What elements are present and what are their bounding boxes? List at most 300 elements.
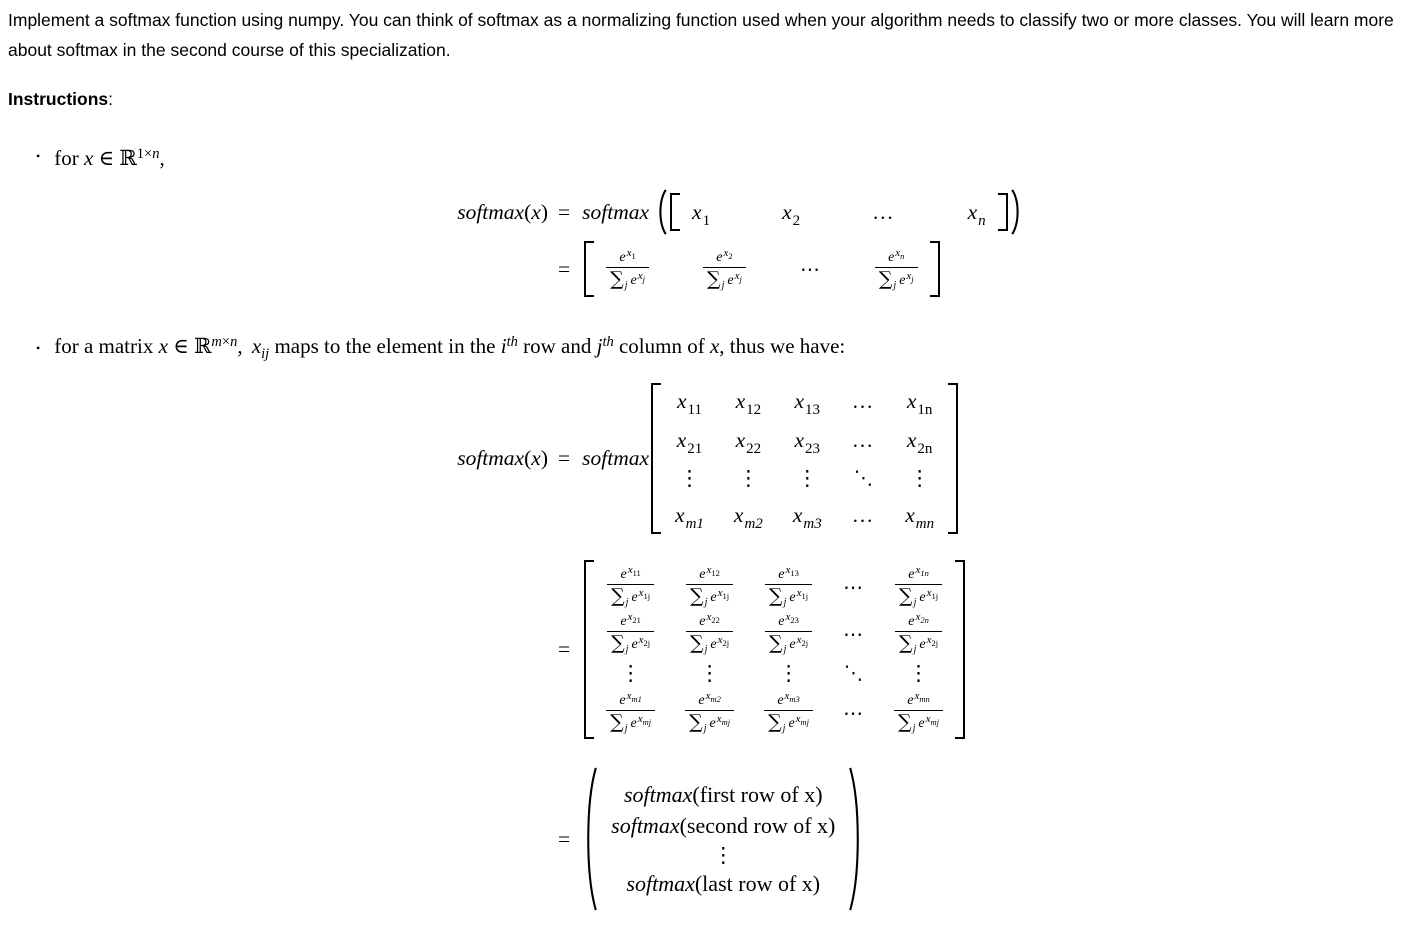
exponent — [926, 714, 939, 725]
sum-symbol: ∑ — [689, 711, 703, 733]
var-x: x — [626, 246, 632, 259]
var-x: x — [717, 587, 723, 599]
close-paren — [847, 765, 864, 913]
var-x: x — [795, 713, 801, 725]
sub-index: 1n — [917, 402, 933, 418]
exponent — [628, 565, 641, 576]
frac-denominator — [607, 631, 654, 655]
open-paren — [656, 189, 668, 235]
vector-cell — [692, 199, 711, 229]
ldots: … — [851, 503, 876, 527]
frac-denominator — [606, 710, 655, 734]
var-x: x — [915, 564, 921, 576]
frac-denominator — [894, 710, 943, 734]
equation-vector-softmax-line1 — [0, 189, 1419, 235]
rowwise-softmax-column — [599, 774, 847, 905]
sub-index: 1j — [931, 591, 939, 601]
euler-e: e — [631, 590, 638, 605]
matrix-cell — [794, 428, 821, 457]
sum-symbol: ∑ — [611, 585, 625, 607]
equals-sign: = — [558, 446, 571, 470]
var-x: x — [638, 634, 644, 646]
exponent — [707, 565, 720, 576]
matrix-cell — [676, 428, 703, 457]
var-x: x — [782, 199, 792, 224]
frac-denominator — [606, 267, 649, 291]
frac-numerator — [617, 564, 643, 582]
cdots: ⋯ — [799, 257, 821, 281]
equation-rhs — [582, 765, 864, 913]
var-x: x — [676, 389, 687, 413]
var-x: x — [692, 199, 702, 224]
exponent — [906, 271, 913, 282]
exponent — [735, 271, 742, 282]
sub-index: m3 — [803, 516, 822, 532]
sub-index: 1 — [631, 250, 636, 261]
softmax-fraction — [765, 564, 812, 608]
text-for-a-matrix: for a matrix — [54, 334, 154, 358]
var-n: n — [230, 334, 238, 350]
exponent — [707, 612, 720, 623]
sub-index: mj — [930, 717, 940, 727]
sum-symbol: ∑ — [690, 632, 704, 654]
var-x: x — [915, 611, 921, 623]
var-m: m — [211, 334, 222, 350]
frac-denominator — [686, 584, 733, 608]
matrix-cell — [735, 428, 762, 457]
sum-symbol: ∑ — [898, 711, 912, 733]
frac-denominator — [895, 584, 942, 608]
exponent — [638, 271, 645, 282]
vector-cell — [967, 199, 986, 229]
sub-index: n — [900, 250, 905, 261]
softmax-fraction — [686, 564, 733, 608]
text-maps: maps to the element in the — [274, 334, 496, 358]
sub-index: 2 — [792, 212, 801, 229]
ldots: … — [872, 199, 896, 224]
frac-numerator — [904, 690, 933, 708]
softmax-fraction — [895, 611, 942, 655]
sum-symbol: ∑ — [878, 267, 893, 290]
sub-index: 1j — [801, 591, 809, 601]
sum-index-j: j — [625, 644, 629, 655]
softmax-fraction — [685, 690, 734, 734]
frac-denominator — [703, 267, 746, 291]
sub-index: 12 — [711, 568, 720, 578]
var-x: x — [709, 334, 720, 358]
close-bracket — [930, 241, 940, 297]
bullet-vector-case — [36, 141, 1419, 171]
text-thus: , thus we have: — [719, 334, 846, 358]
equation-rhs — [582, 189, 1022, 235]
var-x: x — [733, 503, 744, 527]
sub-ij: ij — [261, 346, 270, 362]
sup-th: th — [602, 334, 614, 350]
matrix-cell — [676, 389, 702, 418]
instructions-colon: : — [108, 89, 114, 109]
var-x: x — [675, 503, 685, 527]
var-x: x — [784, 690, 790, 702]
sub-index: 23 — [805, 441, 821, 457]
euler-e: e — [907, 693, 914, 708]
vdots: ⋮ — [909, 466, 931, 490]
softmax-fn: softmax — [457, 199, 525, 224]
frac-denominator — [765, 631, 812, 655]
vdots: ⋮ — [620, 661, 642, 685]
softmax-fn: softmax — [582, 199, 650, 224]
instructions-label: Instructions — [8, 89, 109, 109]
sum-index-j: j — [782, 723, 786, 734]
sub-index: 13 — [790, 568, 799, 578]
sub-index: m1 — [685, 516, 704, 532]
frac-denominator — [875, 267, 918, 291]
sub-index: 11 — [632, 568, 641, 578]
var-x: x — [716, 713, 722, 725]
euler-e: e — [888, 249, 895, 265]
open-paren-char: ( — [524, 199, 532, 224]
cdots: ⋯ — [843, 621, 865, 646]
var-x: x — [251, 334, 262, 358]
var-x: x — [676, 428, 687, 452]
equation-matrix-softmax — [0, 383, 1419, 534]
sum-symbol: ∑ — [898, 632, 913, 654]
sub-index: m2 — [710, 694, 721, 704]
var-x: x — [627, 564, 633, 576]
vdots: ⋮ — [778, 661, 800, 685]
var-x: x — [792, 503, 803, 527]
frac-numerator — [616, 246, 638, 265]
sub-index: 1j — [643, 591, 651, 601]
vector-cell — [782, 199, 801, 229]
sum-index-j: j — [704, 644, 708, 655]
sub-index: 1n — [920, 568, 929, 578]
sum-symbol: ∑ — [611, 632, 625, 654]
var-x: x — [705, 690, 711, 702]
var-x: x — [785, 611, 791, 623]
equals-sign: = — [558, 826, 571, 851]
sub-index: j — [739, 273, 742, 284]
equals-sign: = — [558, 637, 571, 661]
var-x: x — [967, 199, 978, 224]
frac-numerator — [774, 690, 803, 708]
var-x: x — [735, 389, 746, 413]
exponent — [915, 691, 930, 702]
rowwise-softmax-row — [611, 813, 835, 839]
softmax-fraction — [686, 611, 733, 655]
var-x: x — [906, 428, 917, 452]
matrix-cell — [735, 389, 762, 418]
matrix-cell — [792, 503, 822, 532]
ldots: … — [851, 428, 876, 452]
exponent — [785, 691, 800, 702]
sum-index-j: j — [783, 644, 787, 655]
frac-numerator — [905, 564, 932, 582]
equation-vector-softmax-line2 — [0, 241, 1419, 297]
comma: , — [159, 146, 165, 170]
rowwise-softmax-row — [626, 871, 820, 897]
vdots: ⋮ — [737, 466, 759, 490]
sum-index-j: j — [893, 279, 897, 291]
var-x: x — [796, 587, 802, 599]
vdots: ⋮ — [796, 466, 818, 490]
var-x: x — [926, 634, 932, 646]
frac-denominator — [686, 631, 733, 655]
frac-numerator — [616, 690, 645, 708]
euler-e: e — [918, 716, 925, 731]
sub-index: 2j — [801, 638, 809, 648]
var-x: x — [706, 564, 712, 576]
reals-symbol: ℝ — [119, 146, 137, 170]
sub-index: mj — [642, 717, 652, 727]
sub-index: 21 — [632, 615, 641, 625]
softmax-fraction — [765, 611, 812, 655]
softmax-instructions-document — [0, 6, 1419, 925]
cdots: ⋯ — [843, 700, 865, 725]
equation-lhs — [0, 446, 548, 471]
softmax-fn: softmax — [582, 446, 650, 470]
var-x: x — [796, 634, 802, 646]
exponent — [627, 248, 636, 259]
sub-index: mn — [915, 516, 935, 532]
sub-index: mj — [800, 717, 810, 727]
var-x: x — [926, 587, 932, 599]
sup-prefix: 1× — [136, 146, 153, 162]
euler-e: e — [709, 716, 716, 731]
text-for: for — [54, 146, 79, 170]
exponent — [718, 635, 730, 646]
sum-symbol: ∑ — [898, 585, 913, 607]
var-x: x — [158, 334, 168, 358]
sum-index-j: j — [913, 597, 917, 608]
euler-e: e — [620, 614, 627, 629]
euler-e: e — [630, 716, 637, 731]
sum-symbol: ∑ — [769, 585, 783, 607]
sub-index: 12 — [746, 402, 762, 418]
open-bracket — [584, 560, 594, 739]
var-x: x — [717, 634, 723, 646]
row-label: (first row of x) — [692, 781, 823, 807]
open-paren — [582, 765, 599, 913]
comma: , — [237, 334, 243, 358]
var-x: x — [723, 246, 729, 259]
exponent — [785, 612, 798, 623]
sub-index: 22 — [711, 615, 720, 625]
vdots: ⋮ — [699, 661, 721, 685]
sub-index: 11 — [687, 402, 702, 418]
softmax-fraction — [764, 690, 813, 734]
sum-symbol: ∑ — [610, 711, 624, 733]
softmax-fraction — [703, 246, 746, 291]
exponent — [927, 635, 939, 646]
sup-th: th — [506, 334, 518, 350]
euler-e: e — [727, 272, 734, 288]
equation-rhs — [582, 560, 967, 739]
euler-e: e — [630, 272, 637, 288]
sum-index-j: j — [912, 723, 916, 734]
euler-e: e — [699, 567, 706, 582]
euler-e: e — [778, 614, 785, 629]
bullet-marker: • — [36, 341, 41, 355]
frac-denominator — [764, 710, 813, 734]
superscript-mxn — [211, 334, 237, 350]
sum-index-j: j — [624, 723, 628, 734]
euler-e: e — [899, 272, 906, 288]
frac-numerator — [775, 611, 802, 629]
bullet-vector-text — [54, 141, 165, 171]
var-n: n — [152, 146, 160, 162]
close-paren-char: ) — [540, 446, 548, 470]
sub-index: m3 — [789, 694, 800, 704]
softmax-fraction — [894, 690, 943, 734]
euler-e: e — [699, 614, 706, 629]
superscript-1xn — [137, 146, 160, 162]
sub-index: 2j — [643, 638, 651, 648]
euler-e: e — [710, 637, 717, 652]
equation-lhs — [0, 200, 548, 225]
euler-e: e — [919, 590, 926, 605]
exponent — [915, 612, 928, 623]
exponent — [797, 588, 809, 599]
equation-rowwise-softmax — [0, 765, 1419, 913]
sub-index: 1 — [702, 212, 711, 229]
matrix-cell — [733, 503, 763, 532]
sum-index-j: j — [704, 597, 708, 608]
sum-index-j: j — [721, 279, 725, 291]
matrix-cell — [794, 389, 821, 418]
frac-denominator — [685, 710, 734, 734]
var-x: x — [734, 269, 740, 282]
euler-e: e — [631, 637, 638, 652]
close-bracket — [955, 560, 965, 739]
equals-sign: = — [558, 256, 571, 281]
var-x: x — [627, 611, 633, 623]
softmax-fraction — [607, 564, 654, 608]
sub-index: mn — [919, 694, 930, 704]
exponent — [639, 588, 651, 599]
row-label: (second row of x) — [679, 812, 836, 838]
euler-e: e — [778, 567, 785, 582]
x-matrix — [651, 383, 958, 534]
sub-index: 22 — [746, 441, 762, 457]
var-j: j — [596, 334, 603, 358]
exponent — [718, 588, 730, 599]
matrix-cell — [905, 503, 935, 532]
cdots: ⋯ — [843, 574, 865, 599]
exponent — [723, 248, 732, 259]
sub-index: j — [642, 273, 645, 284]
open-paren-char: ( — [524, 446, 532, 470]
sub-index: 21 — [687, 441, 703, 457]
euler-e: e — [716, 249, 723, 265]
matrix-cell — [675, 503, 704, 532]
euler-e: e — [908, 614, 915, 629]
sum-symbol: ∑ — [768, 711, 782, 733]
var-x: x — [794, 389, 805, 413]
sub-index: 2n — [920, 615, 929, 625]
x-matrix-grid — [661, 383, 948, 534]
exponent — [717, 714, 730, 725]
sub-index: m2 — [744, 516, 763, 532]
equation-fraction-matrix — [0, 560, 1419, 739]
sub-index: n — [978, 212, 986, 229]
frac-numerator — [696, 564, 723, 582]
sub-index: 1j — [722, 591, 730, 601]
euler-e: e — [777, 693, 784, 708]
vdots: ⋮ — [712, 842, 734, 867]
row-label: (last row of x) — [694, 870, 821, 896]
euler-e: e — [619, 249, 626, 265]
matrix-cell — [906, 428, 933, 457]
fraction-row-vector — [584, 241, 940, 297]
exponent — [895, 248, 904, 259]
var-x: x — [785, 564, 791, 576]
sub-index: 2n — [917, 441, 933, 457]
sub-index: 23 — [790, 615, 799, 625]
frac-denominator — [895, 631, 942, 655]
close-bracket — [948, 383, 958, 534]
text-column-of: column of — [618, 334, 705, 358]
sum-symbol: ∑ — [706, 267, 721, 290]
euler-e: e — [789, 590, 796, 605]
exponent — [639, 635, 651, 646]
softmax-fraction — [607, 611, 654, 655]
reals-symbol: ℝ — [193, 334, 212, 358]
sum-index-j: j — [703, 723, 707, 734]
instructions-heading — [8, 89, 1411, 109]
var-x: x — [895, 246, 901, 259]
frac-denominator — [765, 584, 812, 608]
sub-index: 2j — [722, 638, 730, 648]
euler-e: e — [788, 716, 795, 731]
times-symbol: × — [221, 334, 231, 350]
intro-paragraph: Implement a softmax function using numpy. You can think of softmax as a normalizing function used when your algorithm needs to classify two or more classes. You will learn more about softmax in the second course of this specialization. — [8, 10, 1394, 60]
frac-numerator — [905, 611, 932, 629]
exponent — [706, 691, 721, 702]
softmax-fraction — [606, 246, 649, 291]
euler-e: e — [919, 637, 926, 652]
bullet-marker: • — [36, 149, 41, 163]
softmax-fn: softmax — [626, 870, 695, 896]
text-row-and: row and — [523, 334, 592, 358]
euler-e: e — [619, 693, 626, 708]
softmax-fraction — [606, 690, 655, 734]
vector-entries — [680, 193, 998, 231]
var-x: x — [925, 713, 931, 725]
var-x: x — [905, 503, 915, 527]
bullet-matrix-text — [54, 329, 845, 367]
sum-symbol: ∑ — [690, 585, 704, 607]
sum-index-j: j — [913, 644, 917, 655]
frac-numerator — [775, 564, 802, 582]
sub-index: m1 — [631, 694, 642, 704]
sub-index: mj — [721, 717, 731, 727]
euler-e: e — [789, 637, 796, 652]
close-bracket — [998, 193, 1008, 231]
exponent — [915, 565, 928, 576]
open-bracket — [584, 241, 594, 297]
exponent — [638, 714, 651, 725]
var-x: x — [735, 428, 746, 452]
frac-numerator — [695, 690, 724, 708]
var-x: x — [626, 690, 632, 702]
vdots: ⋮ — [908, 661, 930, 685]
exponent — [796, 714, 809, 725]
softmax-fraction — [875, 246, 918, 291]
row-vector — [670, 193, 1008, 231]
softmax-fraction — [895, 564, 942, 608]
frac-numerator — [696, 611, 723, 629]
fraction-matrix-grid — [594, 560, 955, 739]
